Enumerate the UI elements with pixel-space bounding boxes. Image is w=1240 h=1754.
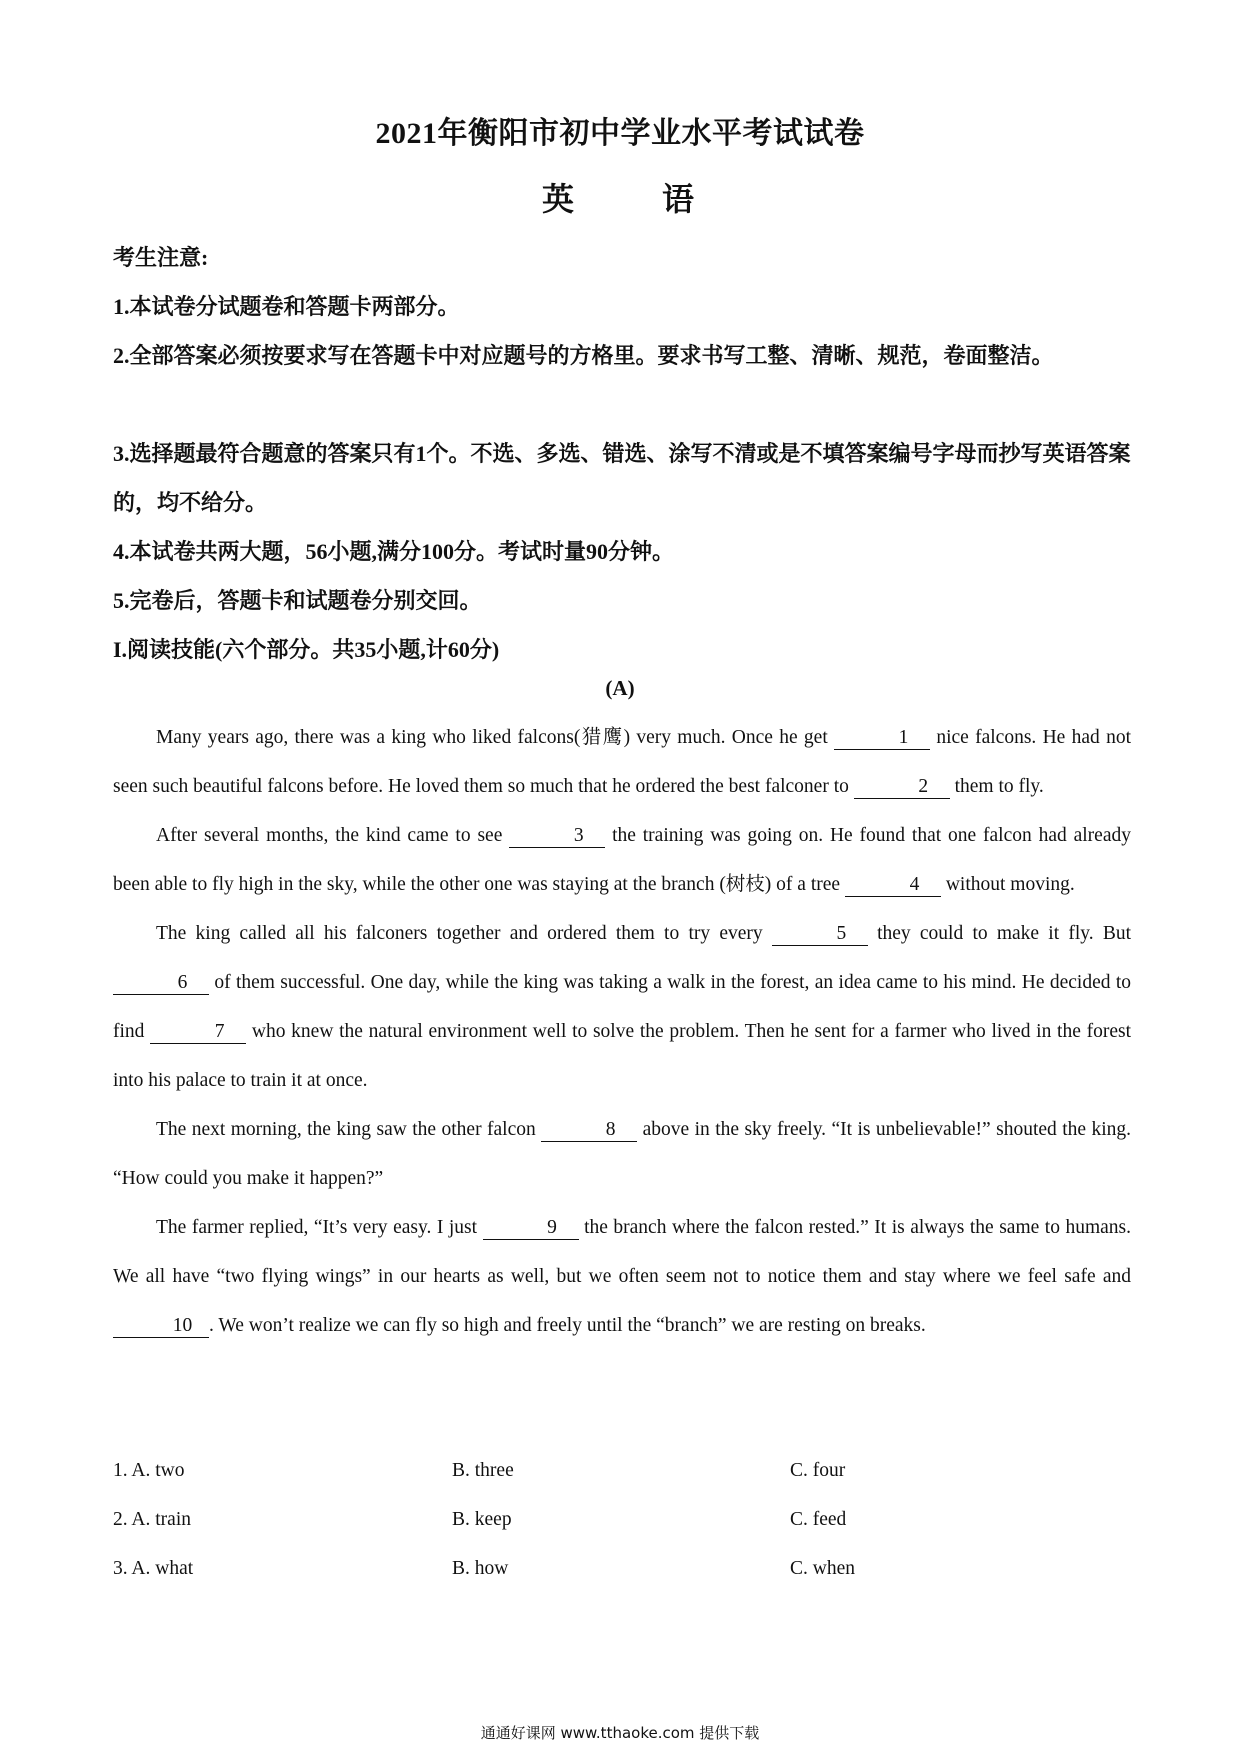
- notice-item-4: 4.本试卷共两大题，56小题,满分100分。考试时量90分钟。: [113, 539, 675, 564]
- option-a: 2. A. train: [113, 1509, 191, 1530]
- blank-10: 10: [113, 1315, 209, 1338]
- text: the branch where the falcon rested.” It is always the same to humans. We all have “two flying wings” in our hearts as well, but we often seem not to notice them and stay where we feel safe and: [113, 1217, 1132, 1287]
- cloze-passage: [113, 713, 1131, 1350]
- option-a: 3. A. what: [113, 1558, 194, 1579]
- blank-6: 6: [113, 972, 209, 995]
- text: The king called all his falconers together and ordered them to try every: [156, 923, 763, 944]
- paragraph-4: [113, 1105, 1131, 1203]
- question-3-options: [113, 1544, 1131, 1593]
- paragraph-5: [113, 1203, 1131, 1350]
- blank-4: 4: [845, 874, 941, 897]
- option-c: C. four: [790, 1460, 846, 1481]
- option-a: 1. A. two: [113, 1460, 185, 1481]
- text: . We won’t realize we can fly so high and freely until the “branch” we are resting on breaks.: [209, 1315, 926, 1336]
- notice-item-5: 5.完卷后，答题卡和试题卷分别交回。: [113, 588, 482, 613]
- text: After several months, the kind came to see: [156, 825, 503, 846]
- passage-label: (A): [605, 676, 635, 700]
- blank-8: 8: [541, 1119, 637, 1142]
- option-b: B. keep: [452, 1509, 512, 1530]
- notice-item-1: 1.本试卷分试题卷和答题卡两部分。: [113, 294, 460, 319]
- paragraph-3: [113, 909, 1131, 1105]
- question-1-options: [113, 1446, 1131, 1495]
- option-c: C. feed: [790, 1509, 847, 1530]
- blank-3: 3: [509, 825, 605, 848]
- paragraph-1: [113, 713, 1131, 811]
- text: The farmer replied, “It’s very easy. I just: [156, 1217, 478, 1238]
- blank-1: 1: [834, 727, 930, 750]
- blank-9: 9: [483, 1217, 579, 1240]
- notice-item-2: 2.全部答案必须按要求写在答题卡中对应题号的方格里。要求书写工整、清晰、规范，卷面整洁。: [113, 343, 1054, 368]
- subject-title: 英 语: [541, 181, 722, 217]
- text: Many years ago, there was a king who liked falcons(猎鹰) very much. Once he get: [156, 727, 828, 748]
- blank-5: 5: [772, 923, 868, 946]
- text: nice falcons. He had not seen such beautiful falcons before. He loved them so much that he ordered the best falconer to: [113, 727, 1131, 797]
- option-b: B. how: [452, 1558, 509, 1579]
- section-heading: I.阅读技能(六个部分。共35小题,计60分): [113, 637, 500, 662]
- blank-7: 7: [150, 1021, 246, 1044]
- blank-2: 2: [854, 776, 950, 799]
- answer-options: [113, 1446, 1131, 1593]
- notice-item-3: 3.选择题最符合题意的答案只有1个。不选、多选、错选、涂写不清或是不填答案编号字母而抄写英语答案的，均不给分。: [113, 441, 1131, 515]
- exam-title: 2021年衡阳市初中学业水平考试试卷: [375, 117, 865, 150]
- question-2-options: [113, 1495, 1131, 1544]
- text: they could to make it fly. But: [877, 923, 1132, 944]
- text: who knew the natural environment well to solve the problem. Then he sent for a farmer who lived in the forest into his palace to train it at once.: [113, 1021, 1131, 1091]
- text: of them successful. One day, while the king was taking a walk in the forest, an idea came to his mind. He decided to find: [113, 972, 1131, 1042]
- text: them to fly.: [954, 776, 1044, 797]
- option-b: B. three: [452, 1460, 514, 1481]
- text: the training was going on. He found that one falcon had already been able to fly high in the sky, while the other one was staying at the branch (树枝) of a tree: [113, 825, 1131, 895]
- text: above in the sky freely. “It is unbelievable!” shouted the king. “How could you make it happen?”: [113, 1119, 1132, 1189]
- footer-source: 通通好课网 www.tthaoke.com 提供下载: [480, 1724, 760, 1742]
- paragraph-2: [113, 811, 1131, 909]
- option-c: C. when: [790, 1558, 855, 1579]
- text: The next morning, the king saw the other falcon: [156, 1119, 536, 1140]
- notice-heading: 考生注意:: [113, 245, 209, 270]
- text: without moving.: [945, 874, 1075, 895]
